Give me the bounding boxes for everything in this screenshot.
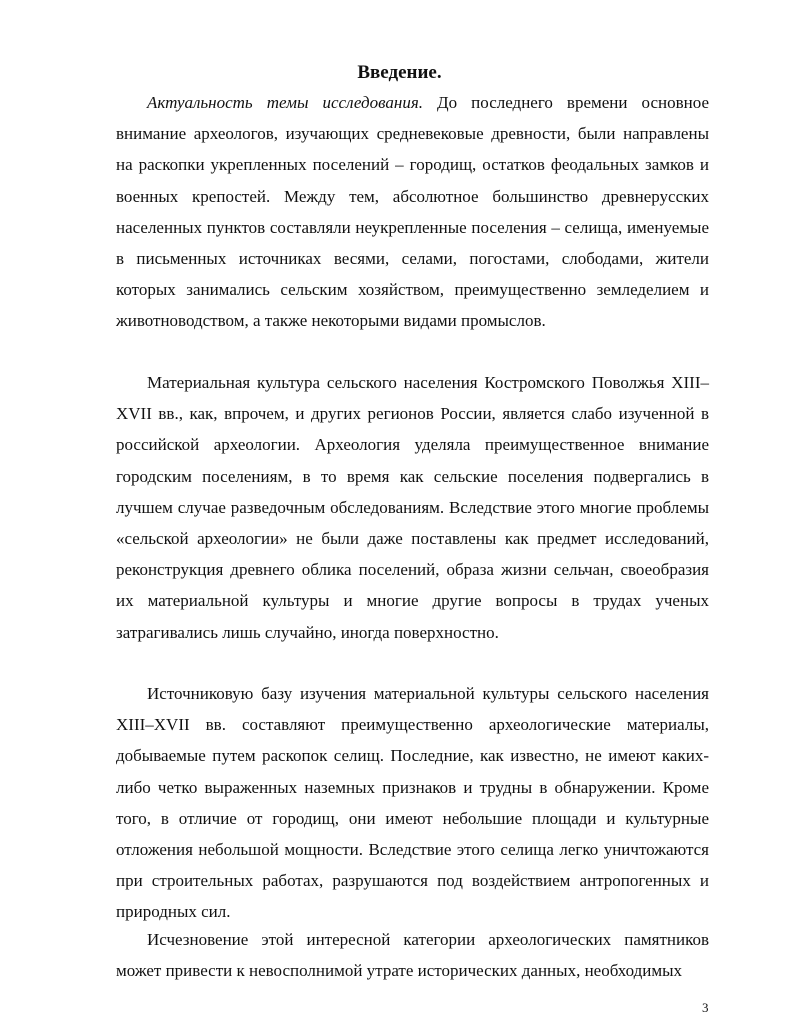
paragraph-relevance [116, 87, 709, 337]
page-number: 3 [702, 1000, 709, 1015]
body-text-2 [116, 367, 709, 648]
paragraph-disappearance: Исчезновение этой интересной категории археологических памятников может привести к невосполнимой утрате исторических данных, необходимых [116, 930, 709, 981]
paragraph-lead: Актуальность темы исследования. [147, 93, 423, 112]
paragraph-source-base: Источниковую базу изучения материальной культуры сельского населения XIII–XVII вв. составляют преимущественно археологические материалы, добываемые путем раскопок селищ. Последние, как известно, не имеют каких-либо четко выраженных наземных признаков и трудны в обнаружении. Кроме того, в отличие от городищ, они имеют небольшие площади и культурные отложения небольшой мощности. Вследствие этого селища легко уничтожаются при строительных работах, разрушаются под воздействием антропогенных и природных сил. [116, 684, 709, 922]
paragraph-material-culture: Материальная культура сельского населения Костромского Поволжья XIII–XVII вв., как, впрочем, и других регионов России, является слабо изученной в российской археологии. Археология уделяла преимущественное внимание городским поселениям, в то время как сельские поселения подвергались в лучшем случае разведочным обследованиям. Вследствие этого многие проблемы «сельской археологии» не были даже поставлены как предмет исследований, реконструкция древнего облика поселений, образа жизни сельчан, своеобразия их материальной культуры и многие другие вопросы в трудах ученых затрагивались лишь случайно, иногда поверхностно. [116, 373, 709, 642]
body-text [116, 87, 709, 337]
paragraph-text: До последнего времени основное внимание археологов, изучающих средневековые древности, были направлены на раскопки укрепленных поселений – городищ, остатков феодальных замков и военных крепостей. Между тем, абсолютное большинство древнерусских населенных пунктов составляли неукрепленные поселения – селища, именуемые в письменных источниках весями, селами, погостами, слободами, жители которых занимались сельским хозяйством, преимущественно земледелием и животноводством, а также некоторыми видами промыслов. [116, 93, 709, 331]
body-text-4 [116, 924, 709, 986]
body-text-3 [116, 678, 709, 928]
page-title: Введение. [357, 62, 442, 83]
